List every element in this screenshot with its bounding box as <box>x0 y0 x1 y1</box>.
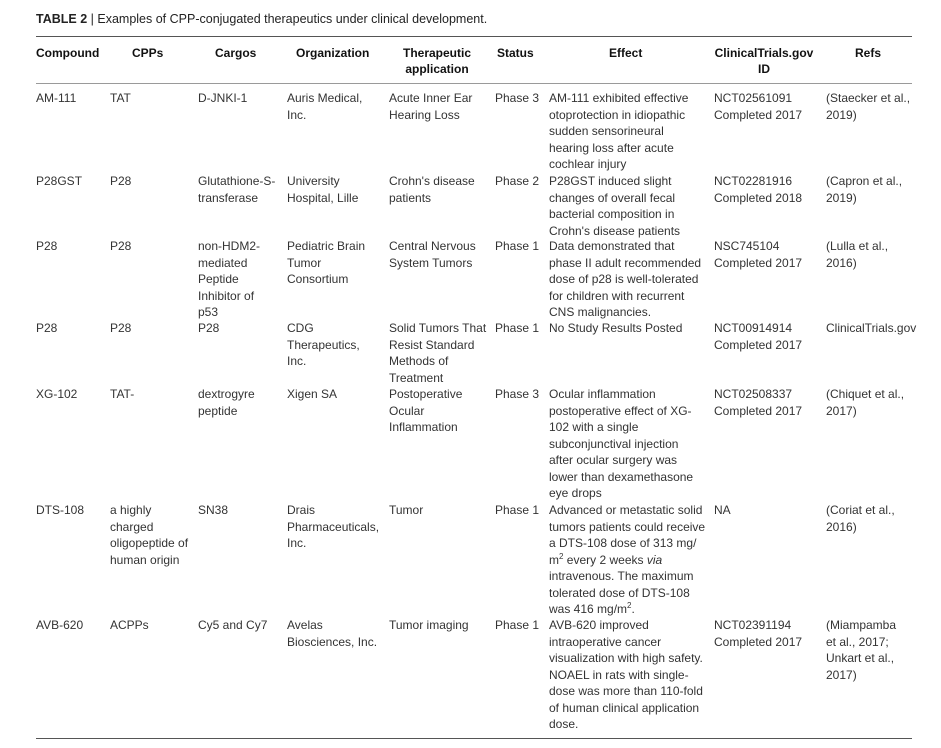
table-cell-effect: AM-111 exhibited effective otoprotection in idiopathic sudden sensorineural hearing loss after acute cochlear injury <box>549 91 689 171</box>
table-cell-compound: AM-111 <box>36 91 77 105</box>
table-cell-cpps: a highly charged oligopeptide of human origin <box>110 503 189 567</box>
table-cell-status: Phase 1 <box>495 321 540 335</box>
table-cell-refs: (Lulla et al., 2016) <box>826 239 889 270</box>
table-cell-cargos: SN38 <box>198 503 229 517</box>
table-cell-cpps: P28 <box>110 239 132 253</box>
header-cargos: Cargos <box>215 46 257 60</box>
table-cell-application: Crohn's disease patients <box>389 174 475 205</box>
table-cell-status: Phase 3 <box>495 387 540 401</box>
header-organization: Organization <box>296 46 370 60</box>
table-cell-organization: Drais Pharmaceuticals, Inc. <box>287 503 380 550</box>
table-cell-refs: ClinicalTrials.gov <box>826 321 917 335</box>
caption-separator: | <box>87 12 98 26</box>
table-cell-effect: AVB-620 improved intraoperative cancer visualization with high safety. NOAEL in rats with single-dose was more than 110-fold of human clinical application dose. <box>549 618 703 731</box>
table-label: TABLE 2 <box>36 12 88 26</box>
table-cell-cargos: dextrogyre peptide <box>198 387 255 418</box>
table-cell-trial-id: NCT00914914 Completed 2017 <box>714 321 803 352</box>
caption-text: Examples of CPP-conjugated therapeutics under clinical development. <box>97 12 488 26</box>
header-rule <box>36 83 912 84</box>
table-cell-effect <box>549 502 709 618</box>
table-cell-cargos: non-HDM2-mediated Peptide Inhibitor of p53 <box>198 239 261 319</box>
header-cpps: CPPs <box>132 46 164 60</box>
table-cell-compound: DTS-108 <box>36 503 85 517</box>
table-cell-trial-id: NCT02281916 Completed 2018 <box>714 174 803 205</box>
table-cell-refs: (Staecker et al., 2019) <box>826 91 911 122</box>
table-cell-status: Phase 3 <box>495 91 540 105</box>
table-cell-compound: P28GST <box>36 174 83 188</box>
effect-text: Advanced or metastatic solid tumors patients could receive a DTS-108 dose of 313 mg/ $m^2$ every 2 weeks via intravenous. The maximum tolerated dose of DTS-108 was 416 $mg/m^2$. <box>549 503 706 616</box>
top-rule <box>36 36 912 37</box>
table-cell-application: Central Nervous System Tumors <box>389 239 476 270</box>
header-clinicaltrials-id: ClinicalTrials.gov ID <box>714 46 814 76</box>
table-cell-organization: Avelas Biosciences, Inc. <box>287 618 378 649</box>
table-cell-effect: No Study Results Posted <box>549 321 683 335</box>
header-therapeutic-application: Therapeutic application <box>402 46 471 76</box>
table-cell-cargos: Glutathione-S-transferase <box>198 174 276 205</box>
table-cell-application: Acute Inner Ear Hearing Loss <box>389 91 473 122</box>
header-effect: Effect <box>609 46 643 60</box>
table-cell-status: Phase 1 <box>495 618 540 632</box>
table-cell-effect: P28GST induced slight changes of overall fecal bacterial composition in Crohn's disease patients <box>549 174 681 238</box>
table-cell-trial-id: NSC745104 Completed 2017 <box>714 239 803 270</box>
table-cell-trial-id: NA <box>714 503 731 517</box>
table-cell-cpps: TAT <box>110 91 131 105</box>
bottom-rule <box>36 738 912 739</box>
table-cell-compound: P28 <box>36 321 58 335</box>
header-status: Status <box>497 46 534 60</box>
table-cell-effect: Data demonstrated that phase II adult recommended dose of p28 is well-tolerated for children with recurrent CNS malignancies. <box>549 239 702 319</box>
table-cell-refs: (Coriat et al., 2016) <box>826 503 895 534</box>
table-cell-status: Phase 1 <box>495 239 540 253</box>
table-cell-refs: (Miampamba et al., 2017; Unkart et al., 2017) <box>826 618 897 682</box>
table-cell-organization: Auris Medical, Inc. <box>287 91 363 122</box>
header-compound: Compound <box>36 46 100 60</box>
table-cell-compound: P28 <box>36 239 58 253</box>
table-cell-refs: (Capron et al., 2019) <box>826 174 903 205</box>
table-cell-organization: University Hospital, Lille <box>287 174 359 205</box>
table-cell-trial-id: NCT02561091 Completed 2017 <box>714 91 803 122</box>
table-caption <box>36 12 487 26</box>
table-cell-status: Phase 1 <box>495 503 540 517</box>
table-cell-cpps: P28 <box>110 174 132 188</box>
table-cell-trial-id: NCT02391194 Completed 2017 <box>714 618 803 649</box>
header-refs: Refs <box>855 46 882 60</box>
table-cell-organization: CDG Therapeutics, Inc. <box>287 321 360 368</box>
table-cell-cargos: P28 <box>198 321 220 335</box>
table-cell-compound: AVB-620 <box>36 618 84 632</box>
table-cell-cpps: ACPPs <box>110 618 149 632</box>
table-cell-cpps: P28 <box>110 321 132 335</box>
table-cell-compound: XG-102 <box>36 387 78 401</box>
table-cell-effect: Ocular inflammation postoperative effect of XG-102 with a single subconjunctival injection after ocular surgery was lower than dexamethasone eye drops <box>549 387 694 500</box>
table-cell-application: Tumor imaging <box>389 618 469 632</box>
table-cell-application: Solid Tumors That Resist Standard Methods of Treatment <box>389 321 487 385</box>
table-cell-cargos: Cy5 and Cy7 <box>198 618 268 632</box>
table-cell-status: Phase 2 <box>495 174 540 188</box>
table-cell-application: Tumor <box>389 503 424 517</box>
table-cell-trial-id: NCT02508337 Completed 2017 <box>714 387 803 418</box>
table-cell-cpps: TAT- <box>110 387 135 401</box>
table-cell-organization: Xigen SA <box>287 387 338 401</box>
table-cell-cargos: D-JNKI-1 <box>198 91 248 105</box>
table-cell-refs: (Chiquet et al., 2017) <box>826 387 905 418</box>
table-cell-application: Postoperative Ocular Inflammation <box>389 387 463 434</box>
table-cell-organization: Pediatric Brain Tumor Consortium <box>287 239 366 286</box>
